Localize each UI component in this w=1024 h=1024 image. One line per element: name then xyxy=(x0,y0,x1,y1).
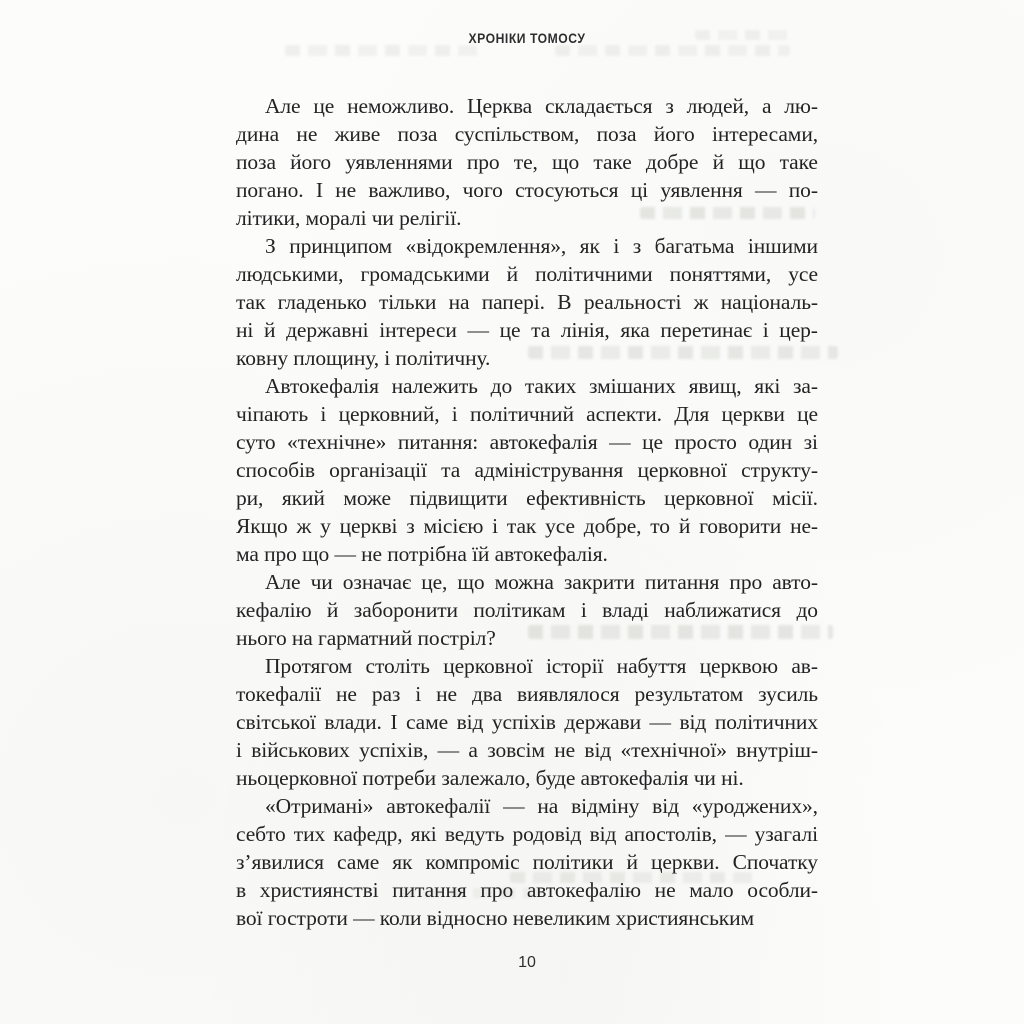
text-line: Якщо ж у церкві з місією і так усе добре, то й говорити не- xyxy=(236,514,818,538)
text-line: чіпають і церковний, і політичний аспекти. Для церкви це xyxy=(236,402,818,426)
text-line: себто тих кафедр, які ведуть родовід від апостолів, — узагалі xyxy=(236,822,818,846)
text-line: так гладенько тільки на папері. В реальності ж національ- xyxy=(236,290,818,314)
text-line: погано. І не важливо, чого стосуються ці уявлення — по- xyxy=(236,178,818,202)
text-block xyxy=(236,92,818,932)
text-line: Автокефалія належить до таких змішаних явищ, які за- xyxy=(265,374,818,398)
text-line: з’явилися саме як компроміс політики й церкви. Спочатку xyxy=(236,850,818,874)
text-line: токефалії не раз і не два виявлялося результатом зусиль xyxy=(236,682,818,706)
text-line: і військових успіхів, — а зовсім не від «технічної» внутріш- xyxy=(236,738,818,762)
running-header: ХРОНІКИ ТОМОСУ xyxy=(468,31,586,46)
text-line: Протягом століть церковної історії набуття церквою ав- xyxy=(265,654,818,678)
text-line: Але чи означає це, що можна закрити питання про авто- xyxy=(265,570,818,594)
text-line: поза його уявленнями про те, що таке добре й що таке xyxy=(236,150,818,174)
text-line: ковну площину, і політичну. xyxy=(236,346,491,370)
text-line: в християнстві питання про автокефалію не мало особли- xyxy=(236,878,818,902)
text-line: способів організації та адміністрування церковної структу- xyxy=(236,458,818,482)
text-line: світської влади. І саме від успіхів держави — від політичних xyxy=(236,710,818,734)
text-line: Але це неможливо. Церква складається з людей, а лю- xyxy=(265,94,818,118)
text-line: суто «технічне» питання: автокефалія — це просто один зі xyxy=(236,430,818,454)
text-line: З принципом «відокремлення», як і з багатьма іншими xyxy=(265,234,818,258)
text-line: ньоцерковної потреби залежало, буде автокефалія чи ні. xyxy=(236,766,744,790)
text-line: кефалію й заборонити політикам і владі наближатися до xyxy=(236,598,818,622)
text-line: ні й державні інтереси — це та лінія, яка перетинає і цер- xyxy=(236,318,818,342)
text-line: вої гостроти — коли відносно невеликим християнським xyxy=(236,906,755,930)
text-line: «Отримані» автокефалії — на відміну від «уроджених», xyxy=(265,794,818,818)
text-line: нього на гарматний постріл? xyxy=(236,626,496,650)
bleedthrough-artifact xyxy=(555,45,790,56)
text-line: ма про що — не потрібна їй автокефалія. xyxy=(236,542,608,566)
text-line: ри, який може підвищити ефективність церковної місії. xyxy=(236,486,818,510)
text-line: літики, моралі чи релігії. xyxy=(236,206,462,230)
bleedthrough-artifact xyxy=(285,45,485,56)
page-number: 10 xyxy=(518,954,536,971)
text-line: дина не живе поза суспільством, поза його інтересами, xyxy=(236,122,818,146)
text-line: людськими, громадськими й політичними поняттями, усе xyxy=(236,262,818,286)
bleedthrough-artifact xyxy=(695,30,795,40)
